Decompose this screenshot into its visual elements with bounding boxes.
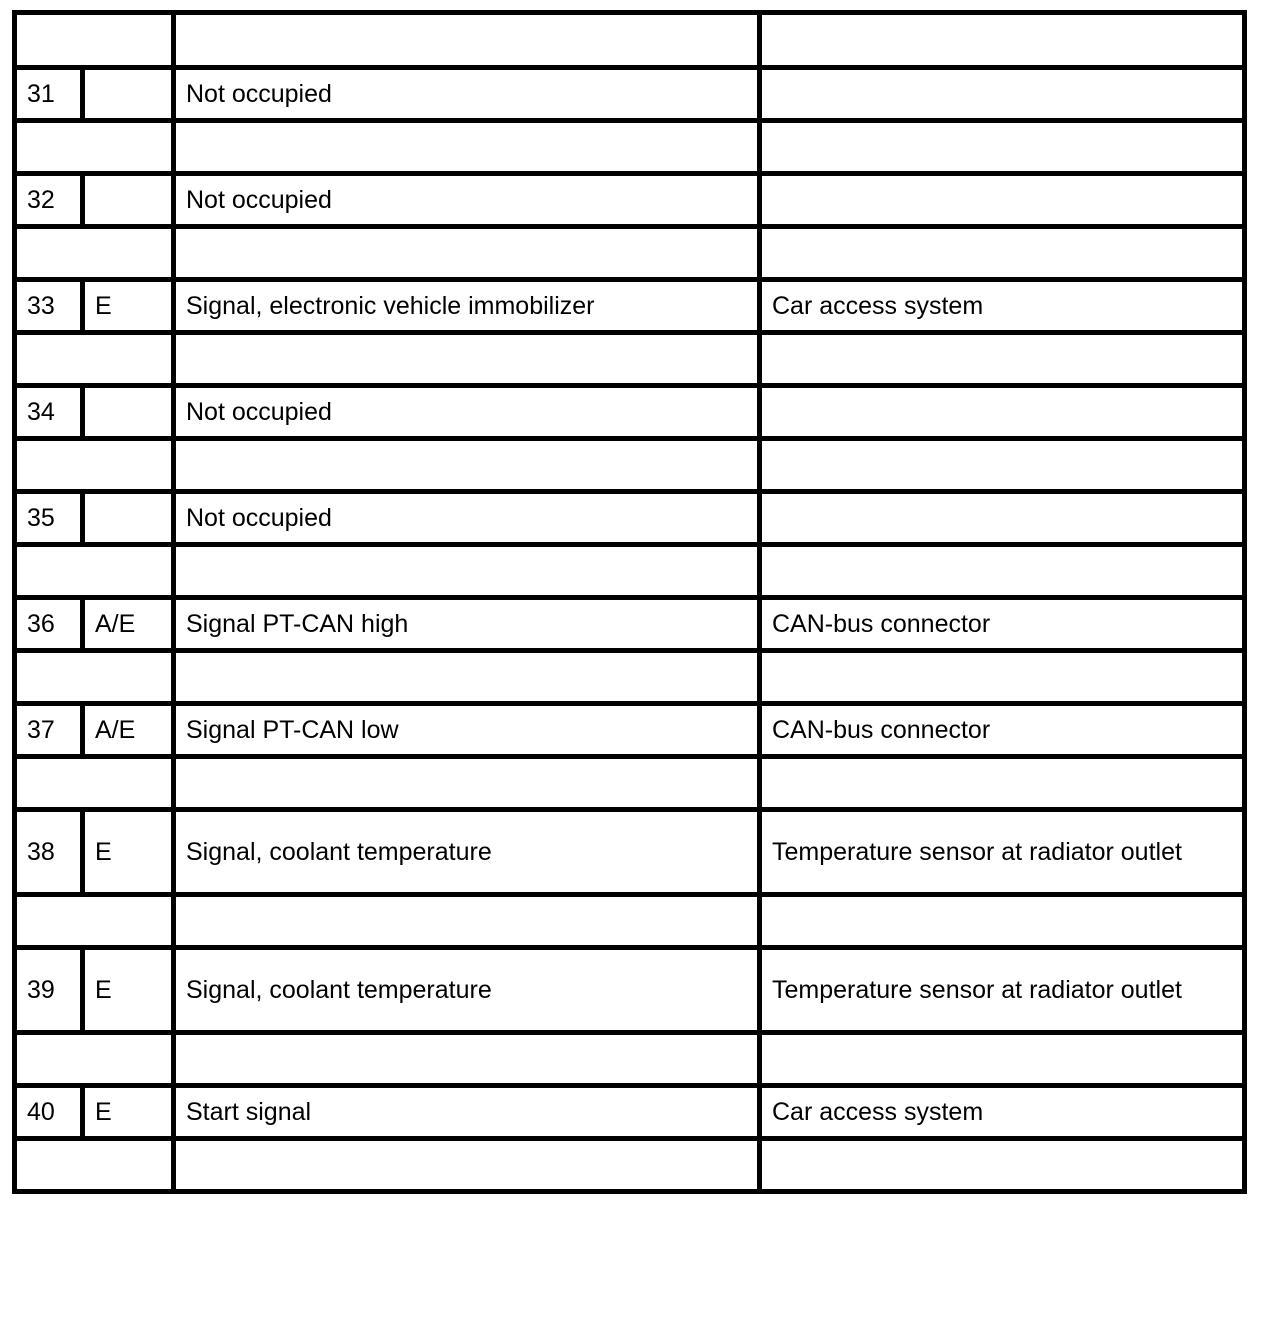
notes-cell: Temperature sensor at radiator outlet (760, 948, 1245, 1033)
signal-type-cell (83, 68, 174, 121)
empty-cell (760, 227, 1245, 280)
pin-number-cell: 39 (15, 948, 83, 1033)
notes-cell (760, 68, 1245, 121)
table-row (15, 386, 1245, 439)
signal-type-cell: E (83, 948, 174, 1033)
empty-cell (174, 227, 760, 280)
empty-cell (174, 757, 760, 810)
empty-cell (760, 13, 1245, 68)
pin-number-cell: 40 (15, 1086, 83, 1139)
empty-cell (15, 895, 174, 948)
notes-cell: CAN-bus connector (760, 598, 1245, 651)
empty-cell (15, 1139, 174, 1192)
description-cell: Signal, electronic vehicle immobilizer (174, 280, 760, 333)
empty-cell (760, 1139, 1245, 1192)
empty-cell (15, 439, 174, 492)
signal-type-cell: A/E (83, 704, 174, 757)
spacer-row (15, 545, 1245, 598)
description-cell: Signal PT-CAN high (174, 598, 760, 651)
notes-cell: Temperature sensor at radiator outlet (760, 810, 1245, 895)
spacer-row (15, 227, 1245, 280)
pin-number-cell: 38 (15, 810, 83, 895)
description-cell: Signal PT-CAN low (174, 704, 760, 757)
empty-cell (760, 439, 1245, 492)
empty-cell (15, 1033, 174, 1086)
description-cell: Not occupied (174, 174, 760, 227)
empty-cell (174, 121, 760, 174)
empty-cell (760, 895, 1245, 948)
spacer-row (15, 757, 1245, 810)
table-row (15, 810, 1245, 895)
signal-type-cell: A/E (83, 598, 174, 651)
empty-cell (174, 333, 760, 386)
empty-cell (760, 651, 1245, 704)
empty-cell (760, 121, 1245, 174)
notes-cell (760, 174, 1245, 227)
description-cell: Not occupied (174, 386, 760, 439)
notes-cell (760, 386, 1245, 439)
table-row (15, 704, 1245, 757)
empty-cell (15, 651, 174, 704)
spacer-row (15, 333, 1245, 386)
description-cell: Not occupied (174, 492, 760, 545)
empty-cell (15, 545, 174, 598)
spacer-row (15, 895, 1245, 948)
signal-type-cell: E (83, 810, 174, 895)
empty-cell (15, 333, 174, 386)
spacer-row (15, 651, 1245, 704)
empty-cell (15, 13, 174, 68)
empty-cell (174, 1139, 760, 1192)
notes-cell: Car access system (760, 1086, 1245, 1139)
table-row (15, 1086, 1245, 1139)
empty-cell (174, 895, 760, 948)
empty-cell (760, 545, 1245, 598)
empty-cell (760, 333, 1245, 386)
signal-type-cell (83, 386, 174, 439)
empty-cell (760, 757, 1245, 810)
pin-number-cell: 37 (15, 704, 83, 757)
spacer-row (15, 1033, 1245, 1086)
empty-cell (174, 13, 760, 68)
spacer-row (15, 121, 1245, 174)
pin-table-body (15, 13, 1245, 1192)
description-cell: Signal, coolant temperature (174, 810, 760, 895)
description-cell: Start signal (174, 1086, 760, 1139)
pin-number-cell: 32 (15, 174, 83, 227)
signal-type-cell: E (83, 1086, 174, 1139)
empty-cell (15, 121, 174, 174)
signal-type-cell (83, 492, 174, 545)
table-row (15, 280, 1245, 333)
table-row (15, 948, 1245, 1033)
description-cell: Not occupied (174, 68, 760, 121)
notes-cell: CAN-bus connector (760, 704, 1245, 757)
empty-cell (15, 227, 174, 280)
pin-number-cell: 35 (15, 492, 83, 545)
pin-number-cell: 36 (15, 598, 83, 651)
empty-cell (15, 757, 174, 810)
pin-number-cell: 33 (15, 280, 83, 333)
empty-cell (174, 1033, 760, 1086)
empty-cell (174, 545, 760, 598)
table-row (15, 68, 1245, 121)
header-spacer-row (15, 13, 1245, 68)
empty-cell (174, 439, 760, 492)
spacer-row (15, 439, 1245, 492)
table-row (15, 598, 1245, 651)
signal-type-cell (83, 174, 174, 227)
table-row (15, 174, 1245, 227)
table-row (15, 492, 1245, 545)
pin-assignment-table (12, 10, 1247, 1194)
notes-cell (760, 492, 1245, 545)
empty-cell (174, 651, 760, 704)
pin-number-cell: 34 (15, 386, 83, 439)
signal-type-cell: E (83, 280, 174, 333)
spacer-row (15, 1139, 1245, 1192)
empty-cell (760, 1033, 1245, 1086)
description-cell: Signal, coolant temperature (174, 948, 760, 1033)
pin-number-cell: 31 (15, 68, 83, 121)
notes-cell: Car access system (760, 280, 1245, 333)
